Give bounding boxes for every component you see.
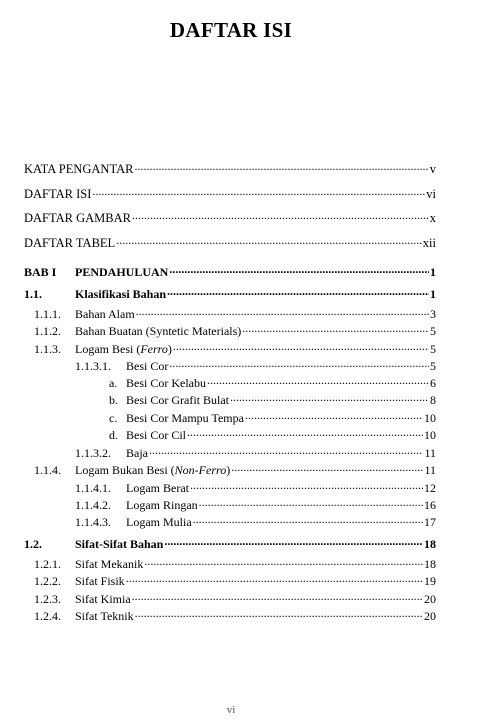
toc-entry-label-text: Sifat-Sifat Bahan [75,537,164,551]
toc-entry-label-text: Logam Mulia [126,515,192,529]
toc-entry-label-text: PENDAHULUAN [75,265,169,279]
toc-entry-label-suffix: ) [167,342,172,356]
toc-dot-leader [134,162,428,173]
toc-entry-page: 11 [424,446,436,460]
toc-entry-number: 1.1. [24,287,42,301]
toc-entry-label [75,324,241,338]
toc-entry-label-text: Logam Berat [126,481,189,495]
toc-entry-number: 1.2. [24,537,42,551]
toc-entry-label [126,411,244,425]
toc-entry-label-text: Klasifikasi Bahan [75,287,167,301]
toc-entry-label [75,287,166,301]
toc-dot-leader [132,211,429,222]
toc-dot-leader [187,428,423,439]
toc-dot-leader [149,446,423,457]
toc-entry-number: 1.2.4. [34,609,61,623]
toc-entry[interactable] [109,411,436,425]
toc-entry[interactable] [34,463,436,477]
toc-entry[interactable] [24,187,436,201]
toc-entry-number: 1.1.3. [34,342,61,356]
toc-entry-number: 1.1.1. [34,307,61,321]
toc-dot-leader [169,265,429,276]
toc-dot-leader [199,498,423,509]
toc-entry[interactable] [34,307,436,321]
toc-entry-page: 18 [424,557,436,571]
toc-entry[interactable] [34,592,436,606]
toc-dot-leader [245,411,423,422]
toc-entry-page: 5 [430,359,436,373]
toc-dot-leader [116,236,422,247]
toc-entry[interactable] [75,481,436,495]
toc-entry-number: 1.1.3.2. [75,446,111,460]
toc-entry[interactable] [24,236,436,250]
toc-entry-label [126,393,229,407]
toc-dot-leader [207,376,429,387]
toc-dot-leader [190,481,423,492]
toc-entry-label-text: Baja [126,446,148,460]
toc-entry[interactable] [34,574,436,588]
toc-entry[interactable] [75,515,436,529]
toc-entry-number: 1.2.1. [34,557,61,571]
toc-entry[interactable] [24,287,436,301]
page-number: vi [226,704,236,716]
toc-dot-leader [135,609,423,620]
toc-entry-label [75,574,125,588]
toc-entry-number: b. [109,393,118,407]
toc-entry[interactable] [24,211,436,225]
toc-entry[interactable] [109,376,436,390]
toc-entry-page: 5 [430,324,436,338]
toc-entry-label-text: Sifat Fisik [75,574,125,588]
toc-entry-label [126,515,192,529]
toc-entry-label [126,498,198,512]
toc-entry-page: 17 [424,515,436,529]
toc-entry-page: v [429,162,436,176]
toc-entry-page: 10 [424,411,436,425]
toc-entry-label-text: Logam Besi ( [75,342,141,356]
toc-entry-label [75,463,230,477]
toc-entry-page: 19 [424,574,436,588]
toc-entry-label-text: Bahan Alam [75,307,135,321]
toc-entry-page: 3 [430,307,436,321]
toc-entry[interactable] [75,359,436,373]
toc-dot-leader [173,342,429,353]
toc-entry[interactable] [34,342,436,356]
toc-entry-label-text: Logam Bukan Besi ( [75,463,175,477]
toc-entry-label [126,359,168,373]
toc-entry[interactable] [24,265,436,279]
toc-entry-page: vi [426,187,436,201]
toc-entry-page: 12 [424,481,436,495]
toc-entry-page: 18 [424,537,436,551]
toc-entry[interactable] [34,609,436,623]
toc-entry-page: 8 [430,393,436,407]
toc-dot-leader [132,592,423,603]
toc-entry-label-text: Sifat Mekanik [75,557,144,571]
toc-entry-label-text: Bahan Buatan (Syntetic Materials) [75,324,242,338]
toc-entry[interactable] [34,557,436,571]
toc-entry-label [75,307,135,321]
toc-entry-label [24,211,131,225]
toc-entry[interactable] [24,162,436,176]
toc-entry-label-text: Besi Cor Mampu Tempa [126,411,244,425]
toc-entry-label-italic: Non-Ferro [174,463,227,477]
toc-entry-number: 1.1.4.1. [75,481,111,495]
toc-entry-label [24,236,115,250]
toc-dot-leader [164,537,423,548]
toc-entry-number: 1.1.4.3. [75,515,111,529]
toc-entry-label-text: Besi Cor Kelabu [126,376,206,390]
toc-dot-leader [242,324,429,335]
toc-entry-page: 1 [430,287,436,301]
toc-entry-page: 16 [424,498,436,512]
toc-entry-label-text: DAFTAR GAMBAR [24,211,132,225]
toc-dot-leader [230,393,429,404]
toc-entry-page: xii [422,236,436,250]
toc-entry-label [75,609,134,623]
toc-entry-number: 1.2.2. [34,574,61,588]
toc-entry-page: 1 [430,265,436,279]
toc-dot-leader [144,557,423,568]
toc-entry[interactable] [75,446,436,460]
toc-entry-label-text: Logam Ringan [126,498,198,512]
toc-entry-page: 10 [424,428,436,442]
toc-entry-label-text: Sifat Teknik [75,609,134,623]
toc-dot-leader [136,307,429,318]
toc-entry-number: 1.2.3. [34,592,61,606]
toc-entry-label [75,265,168,279]
toc-entry-label-text: Besi Cor Cil [126,428,187,442]
toc-entry-label-suffix: ) [226,463,231,477]
toc-entry[interactable] [34,324,436,338]
toc-entry-label [126,446,148,460]
toc-entry-label [75,537,163,551]
toc-entry-number: 1.1.4. [34,463,61,477]
toc-entry-number: 1.1.4.2. [75,498,111,512]
toc-entry-label [24,162,133,176]
toc-entry-page: 6 [430,376,436,390]
toc-entry-label-text: DAFTAR TABEL [24,236,116,250]
toc-entry-label [126,428,186,442]
toc-entry-number: a. [109,376,118,390]
toc-entry[interactable] [109,428,436,442]
toc-entry[interactable] [75,498,436,512]
toc-entry-page: 11 [424,463,436,477]
toc-entry-number: 1.1.2. [34,324,61,338]
toc-entry-label [75,557,143,571]
toc-entry-label-text: Sifat Kimia [75,592,131,606]
toc-dot-leader [92,187,425,198]
toc-dot-leader [169,359,429,370]
toc-entry-label-text: Besi Cor Grafit Bulat [126,393,229,407]
toc-entry[interactable] [24,537,436,551]
toc-entry-label-text: KATA PENGANTAR [24,162,134,176]
toc-entry-label [24,187,91,201]
toc-entry-label-text: DAFTAR ISI [24,187,92,201]
toc-entry[interactable] [109,393,436,407]
toc-entry-label [126,376,206,390]
toc-entry-label-text: Besi Cor [126,359,169,373]
toc-entry-page: 20 [424,609,436,623]
toc-entry-number: c. [109,411,118,425]
toc-dot-leader [231,463,423,474]
toc-entry-number: BAB I [24,265,57,279]
toc-entry-page: 5 [430,342,436,356]
toc-dot-leader [126,574,423,585]
toc-dot-leader [167,287,429,298]
toc-entry-label [75,342,172,356]
toc-entry-label [75,592,131,606]
toc-entry-page: x [429,211,436,225]
toc-dot-leader [193,515,423,526]
toc-entry-number: 1.1.3.1. [75,359,111,373]
toc-entry-number: d. [109,428,118,442]
toc-entry-page: 20 [424,592,436,606]
toc-entry-label [126,481,189,495]
toc-entry-label-italic: Ferro [140,342,168,356]
page-title: DAFTAR ISI [169,18,293,42]
